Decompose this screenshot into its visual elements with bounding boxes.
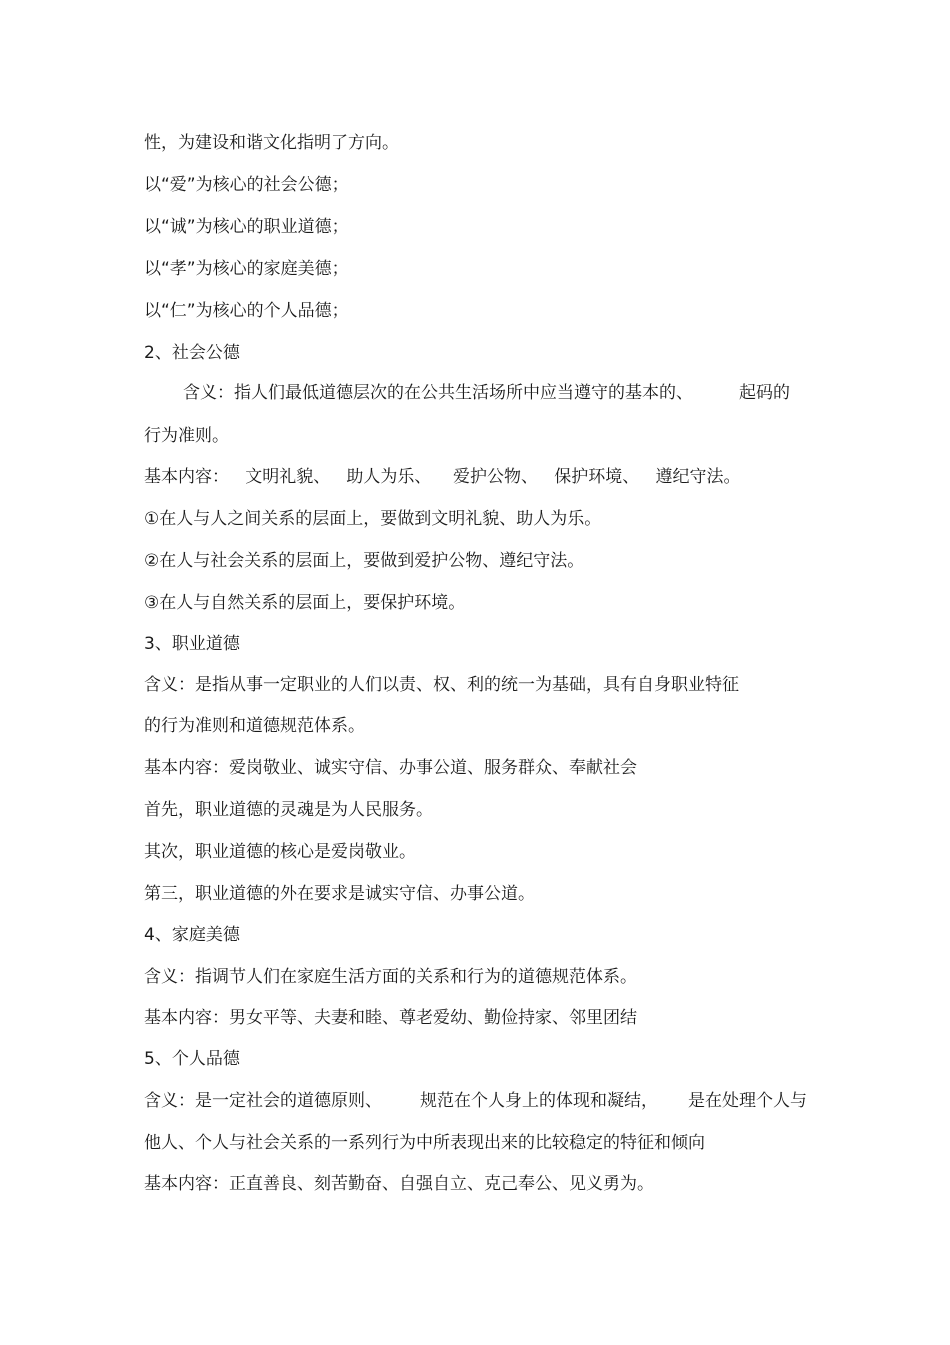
section-3-point-2: 其次，职业道德的核心是爱岗敬业。 [144, 842, 416, 862]
section-2-content: 基本内容： 文明礼貌、 助人为乐、 爱护公物、 保护环境、 遵纪守法。 [144, 467, 741, 487]
section-3-definition: 含义：是指从事一定职业的人们以责、权、利的统一为基础，具有自身职业特征 [144, 675, 739, 695]
text-line-professional-ethics-core: 以“诚”为核心的职业道德； [144, 217, 349, 237]
section-2-definition [183, 382, 790, 404]
text-line-continuation: 性，为建设和谐文化指明了方向。 [144, 133, 399, 153]
text-line-social-morality-core: 以“爱”为核心的社会公德； [144, 175, 349, 195]
section-2-definition-part-b: 起码的 [739, 383, 790, 403]
text-line-personal-morality-core: 以“仁”为核心的个人品德； [144, 301, 349, 321]
section-2-definition-part-a: 含义：指人们最低道德层次的在公共生活场所中应当遵守的基本的、 [183, 383, 693, 403]
section-heading-3: 3、职业道德 [144, 634, 240, 654]
section-5-definition-part-b: 规范在个人身上的体现和凝结， [420, 1091, 658, 1111]
section-3-point-3: 第三，职业道德的外在要求是诚实守信、办事公道。 [144, 884, 535, 904]
section-2-point-1: ①在人与人之间关系的层面上，要做到文明礼貌、助人为乐。 [144, 509, 602, 529]
section-5-definition-cont: 他人、个人与社会关系的一系列行为中所表现出来的比较稳定的特征和倾向 [144, 1133, 705, 1153]
section-2-point-2: ②在人与社会关系的层面上，要做到爱护公物、遵纪守法。 [144, 551, 585, 571]
section-heading-5: 5、个人品德 [144, 1049, 240, 1069]
section-2-definition-cont: 行为准则。 [144, 426, 229, 446]
section-2-point-3: ③在人与自然关系的层面上，要保护环境。 [144, 593, 466, 613]
section-5-definition-part-a: 含义：是一定社会的道德原则、 [144, 1091, 382, 1111]
section-3-point-1: 首先，职业道德的灵魂是为人民服务。 [144, 800, 433, 820]
section-4-definition: 含义：指调节人们在家庭生活方面的关系和行为的道德规范体系。 [144, 967, 637, 987]
section-heading-2: 2、社会公德 [144, 343, 240, 363]
section-5-definition-part-c: 是在处理个人与 [688, 1091, 807, 1111]
text-line-family-virtue-core: 以“孝”为核心的家庭美德； [144, 259, 349, 279]
section-3-definition-cont: 的行为准则和道德规范体系。 [144, 716, 365, 736]
section-4-content: 基本内容：男女平等、夫妻和睦、尊老爱幼、勤俭持家、邻里团结 [144, 1008, 637, 1028]
section-5-definition [144, 1090, 807, 1112]
section-5-content: 基本内容：正直善良、刻苦勤奋、自强自立、克己奉公、见义勇为。 [144, 1174, 654, 1194]
section-3-content: 基本内容：爱岗敬业、诚实守信、办事公道、服务群众、奉献社会 [144, 758, 637, 778]
section-heading-4: 4、家庭美德 [144, 925, 240, 945]
